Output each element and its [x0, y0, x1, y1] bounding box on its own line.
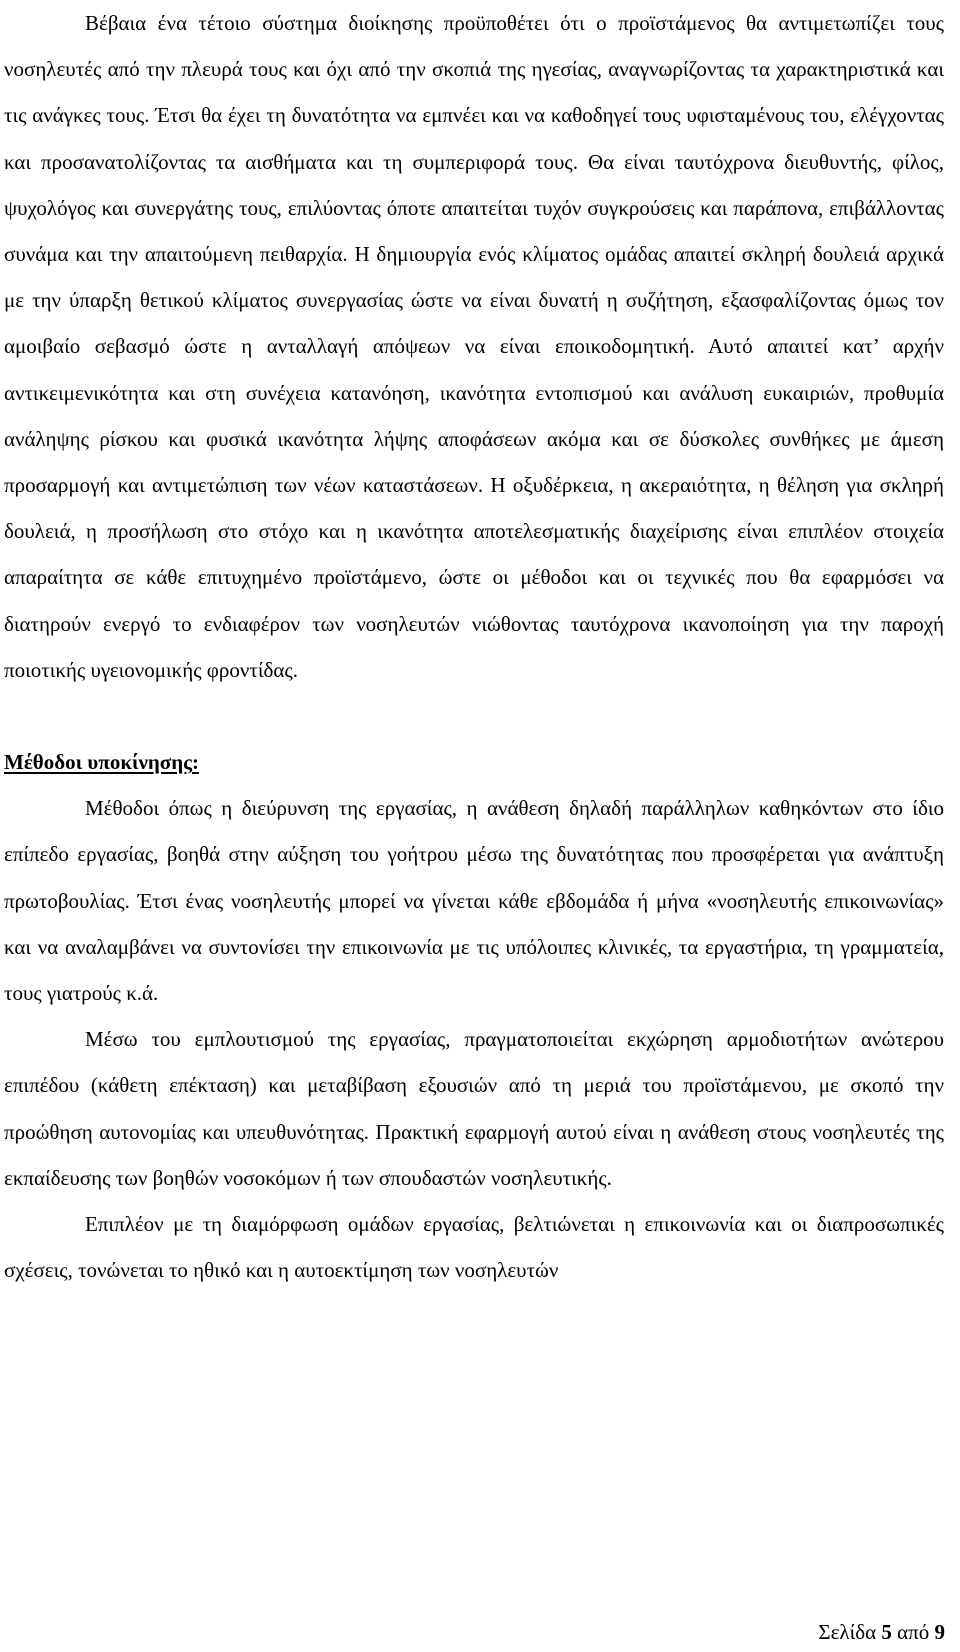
paragraph-job-enrichment: Μέσω του εμπλουτισμού της εργασίας, πραγματοποιείται εκχώρηση αρμοδιοτήτων ανώτερου επιπέδου (κάθετη επέκταση) και μεταβίβαση εξουσιών από τη μεριά του προϊστάμενου, με σκοπό την προώθηση αυτονομίας και υπευθυνότητας. Πρακτική εφαρμογή αυτού είναι η ανάθεση στους νοσηλευτές της εκπαίδευσης των βοηθών νοσοκόμων ή των σπουδαστών νοσηλευτικής. [4, 1027, 944, 1190]
total-pages-number: 9 [934, 1620, 945, 1644]
paragraph-job-enlargement: Μέθοδοι όπως η διεύρυνση της εργασίας, η ανάθεση δηλαδή παράλληλων καθηκόντων στο ίδιο επίπεδο εργασίας, βοηθά στην αύξηση του γοήτρου μέσω της δυνατότητας που προσφέρεται για ανάπτυξη πρωτοβουλίας. Έτσι ένας νοσηλευτής μπορεί να γίνεται κάθε εβδομάδα ή μήνα «νοσηλευτής επικοινωνίας» και να αναλαμβάνει να συντονίσει την επικοινωνία με τις υπόλοιπες κλινικές, τα εργαστήρια, τη γραμματεία, τους γιατρούς κ.ά. [4, 796, 944, 1006]
paragraph-work-teams: Επιπλέον με τη διαμόρφωση ομάδων εργασίας, βελτιώνεται η επικοινωνία και οι διαπροσωπικές σχέσεις, τονώνεται το ηθικό και η αυτοεκτίμηση των νοσηλευτών [4, 1212, 944, 1283]
paragraph-leadership: Βέβαια ένα τέτοιο σύστημα διοίκησης προϋποθέτει ότι ο προϊστάμενος θα αντιμετωπίζει τους νοσηλευτές από την πλευρά τους και όχι από την σκοπιά της ηγεσίας, αναγνωρίζοντας τα χαρακτηριστικά και τις ανάγκες τους. Έτσι θα έχει τη δυνατότητα να εμπνέει και να καθοδηγεί τους υφισταμένους του, ελέγχοντας και προσανατολίζοντας τα αισθήματα και τη συμπεριφορά τους. Θα είναι ταυτόχρονα διευθυντής, φίλος, ψυχολόγος και συνεργάτης τους, επιλύοντας όποτε απαιτείται τυχόν συγκρούσεις και παράπονα, επιβάλλοντας συνάμα και την απαιτούμενη πειθαρχία. Η δημιουργία ενός κλίματος ομάδας απαιτεί σκληρή δουλειά αρχικά με την ύπαρξη θετικού κλίματος συνεργασίας ώστε να είναι δυνατή η συζήτηση, εξασφαλίζοντας όμως τον αμοιβαίο σεβασμό ώστε η ανταλλαγή απόψεων να είναι εποικοδομητική. Αυτό απαιτεί κατ’ αρχήν αντικειμενικότητα και στη συνέχεια κατανόηση, ικανότητα εντοπισμού και ανάλυση ευκαιριών, προθυμία ανάληψης ρίσκου και φυσικά ικανότητα λήψης αποφάσεων ακόμα και σε δύσκολες συνθήκες με άμεση προσαρμογή και αντιμετώπιση των νέων καταστάσεων. Η οξυδέρκεια, η ακεραιότητα, η θέληση για σκληρή δουλειά, η προσήλωση στο στόχο και η ικανότητα αποτελεσματικής διαχείρισης είναι επιπλέον στοιχεία απαραίτητα σε κάθε επιτυχημένο προϊστάμενο, ώστε οι μέθοδοι και οι τεχνικές που θα εφαρμόσει να διατηρούν ενεργό το ενδιαφέρον των νοσηλευτών νιώθοντας ταυτόχρονα ικανοποίηση για την παροχή ποιοτικής υγειονομικής φροντίδας. [4, 11, 944, 682]
of-label: από [897, 1620, 930, 1644]
page-label: Σελίδα [818, 1620, 877, 1644]
current-page-number: 5 [881, 1620, 892, 1644]
page-footer [818, 1618, 945, 1646]
section-spacer [4, 693, 944, 739]
section-heading: Μέθοδοι υποκίνησης: [4, 750, 199, 775]
